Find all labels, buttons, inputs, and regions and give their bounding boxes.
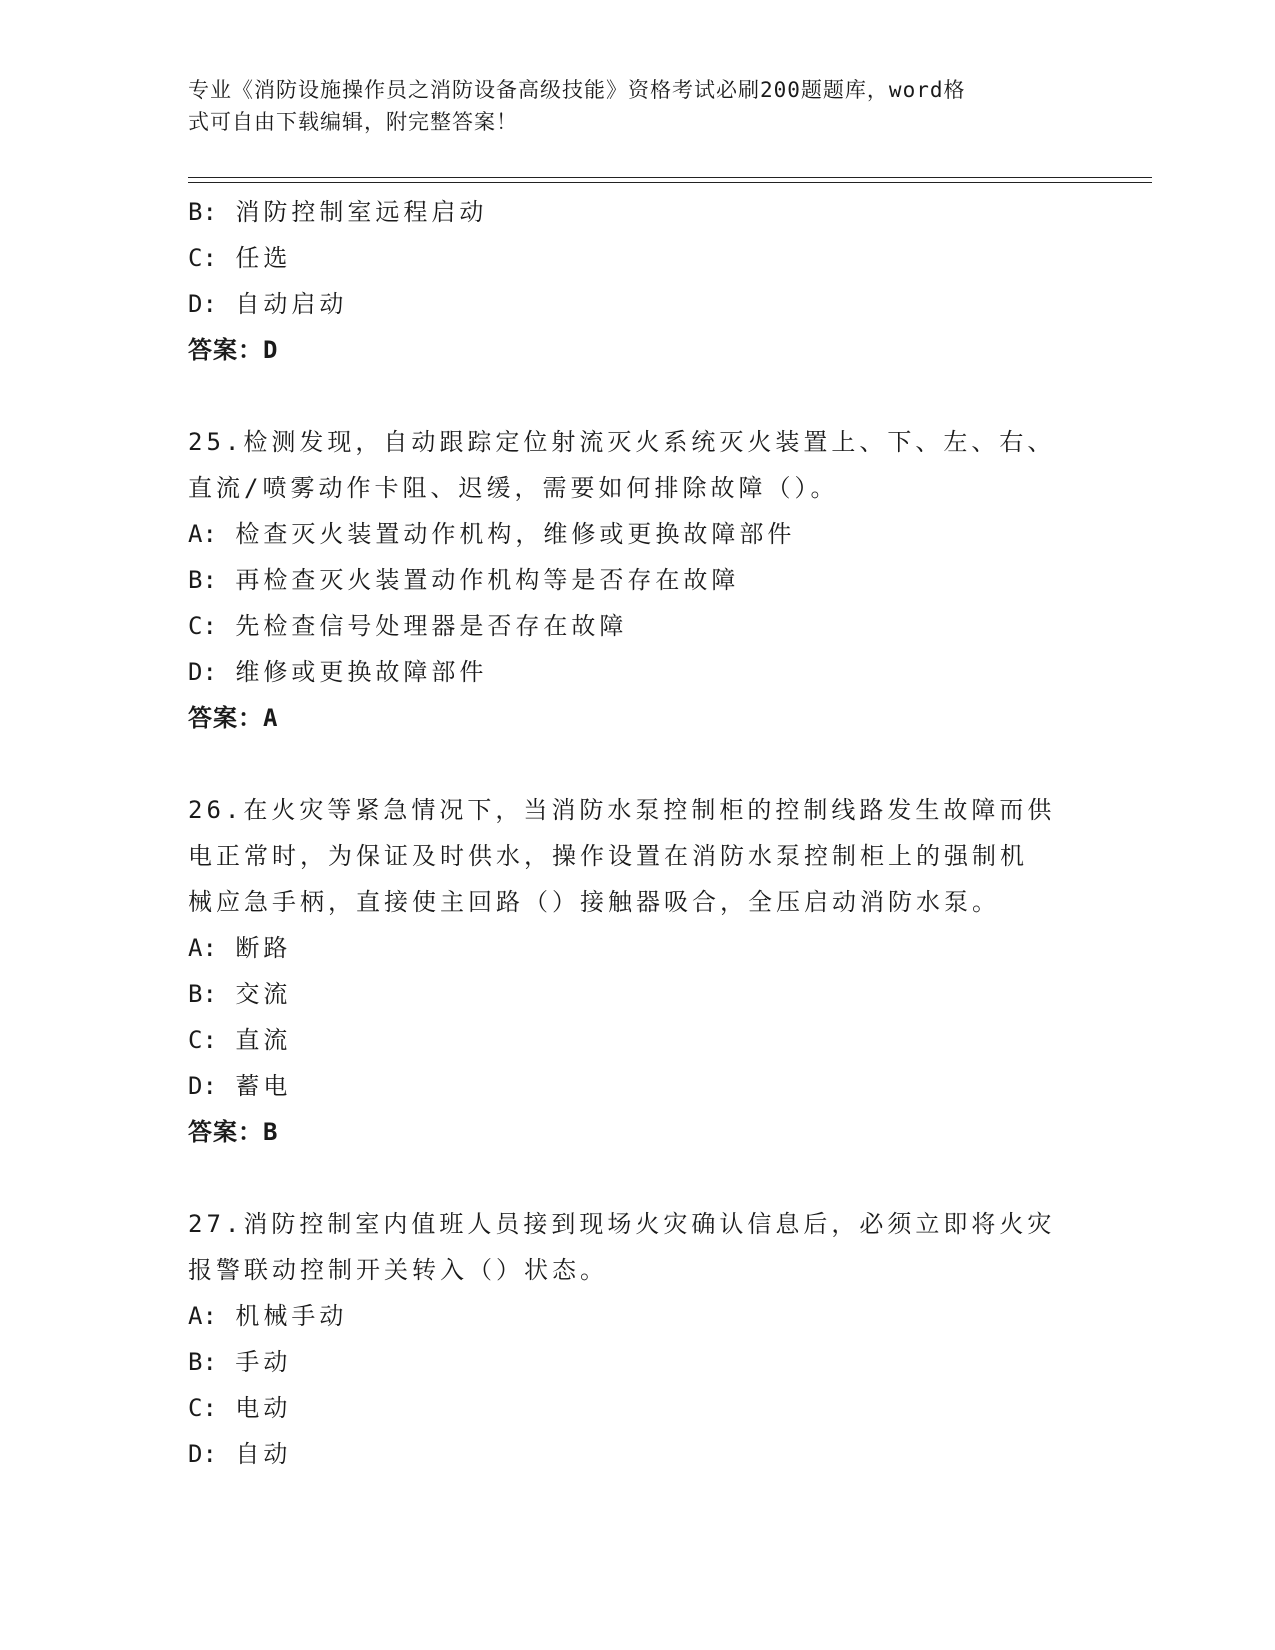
question-stem-line: 27.消防控制室内值班人员接到现场火灾确认信息后，必须立即将火灾 <box>188 1210 1056 1238</box>
option-b: B: 再检查灭火装置动作机构等是否存在故障 <box>188 566 740 594</box>
option-c: C: 直流 <box>188 1026 292 1054</box>
header-line-1: 专业《消防设施操作员之消防设备高级技能》资格考试必刷200题题库，word格 <box>188 78 966 102</box>
option-d: D: 自动 <box>188 1440 292 1468</box>
option-d: D: 自动启动 <box>188 290 348 318</box>
answer-label: 答案：A <box>188 704 279 732</box>
option-a: A: 机械手动 <box>188 1302 348 1330</box>
question-27 <box>188 1201 1088 1477</box>
option-d: D: 维修或更换故障部件 <box>188 658 488 686</box>
question-25 <box>188 419 1088 741</box>
option-a: A: 断路 <box>188 934 292 962</box>
option-a: A: 检查灭火装置动作机构，维修或更换故障部件 <box>188 520 796 548</box>
header-rule-bottom <box>188 182 1152 183</box>
question-stem-line: 报警联动控制开关转入（）状态。 <box>188 1256 608 1284</box>
question-26 <box>188 787 1088 1155</box>
question-stem-line: 26.在火灾等紧急情况下，当消防水泵控制柜的控制线路发生故障而供 <box>188 796 1056 824</box>
document-header <box>188 74 1088 138</box>
question-stem-line: 电正常时，为保证及时供水，操作设置在消防水泵控制柜上的强制机 <box>188 842 1028 870</box>
question-stem-line: 械应急手柄，直接使主回路（）接触器吸合，全压启动消防水泵。 <box>188 888 1000 916</box>
option-b: B: 交流 <box>188 980 292 1008</box>
question-list <box>188 189 1088 1477</box>
answer-label: 答案：B <box>188 1118 279 1146</box>
option-c: C: 任选 <box>188 244 292 272</box>
question-24-continuation <box>188 189 1088 373</box>
option-c: C: 电动 <box>188 1394 292 1422</box>
question-stem-line: 25.检测发现，自动跟踪定位射流灭火系统灭火装置上、下、左、右、 <box>188 428 1056 456</box>
option-d: D: 蓄电 <box>188 1072 292 1100</box>
option-b: B: 消防控制室远程启动 <box>188 198 488 226</box>
answer-label: 答案：D <box>188 336 279 364</box>
option-c: C: 先检查信号处理器是否存在故障 <box>188 612 628 640</box>
question-stem-line: 直流/喷雾动作卡阻、迟缓，需要如何排除故障（）。 <box>188 474 839 502</box>
option-b: B: 手动 <box>188 1348 292 1376</box>
header-rule-top <box>188 177 1152 178</box>
header-line-2: 式可自由下载编辑，附完整答案！ <box>188 110 518 134</box>
